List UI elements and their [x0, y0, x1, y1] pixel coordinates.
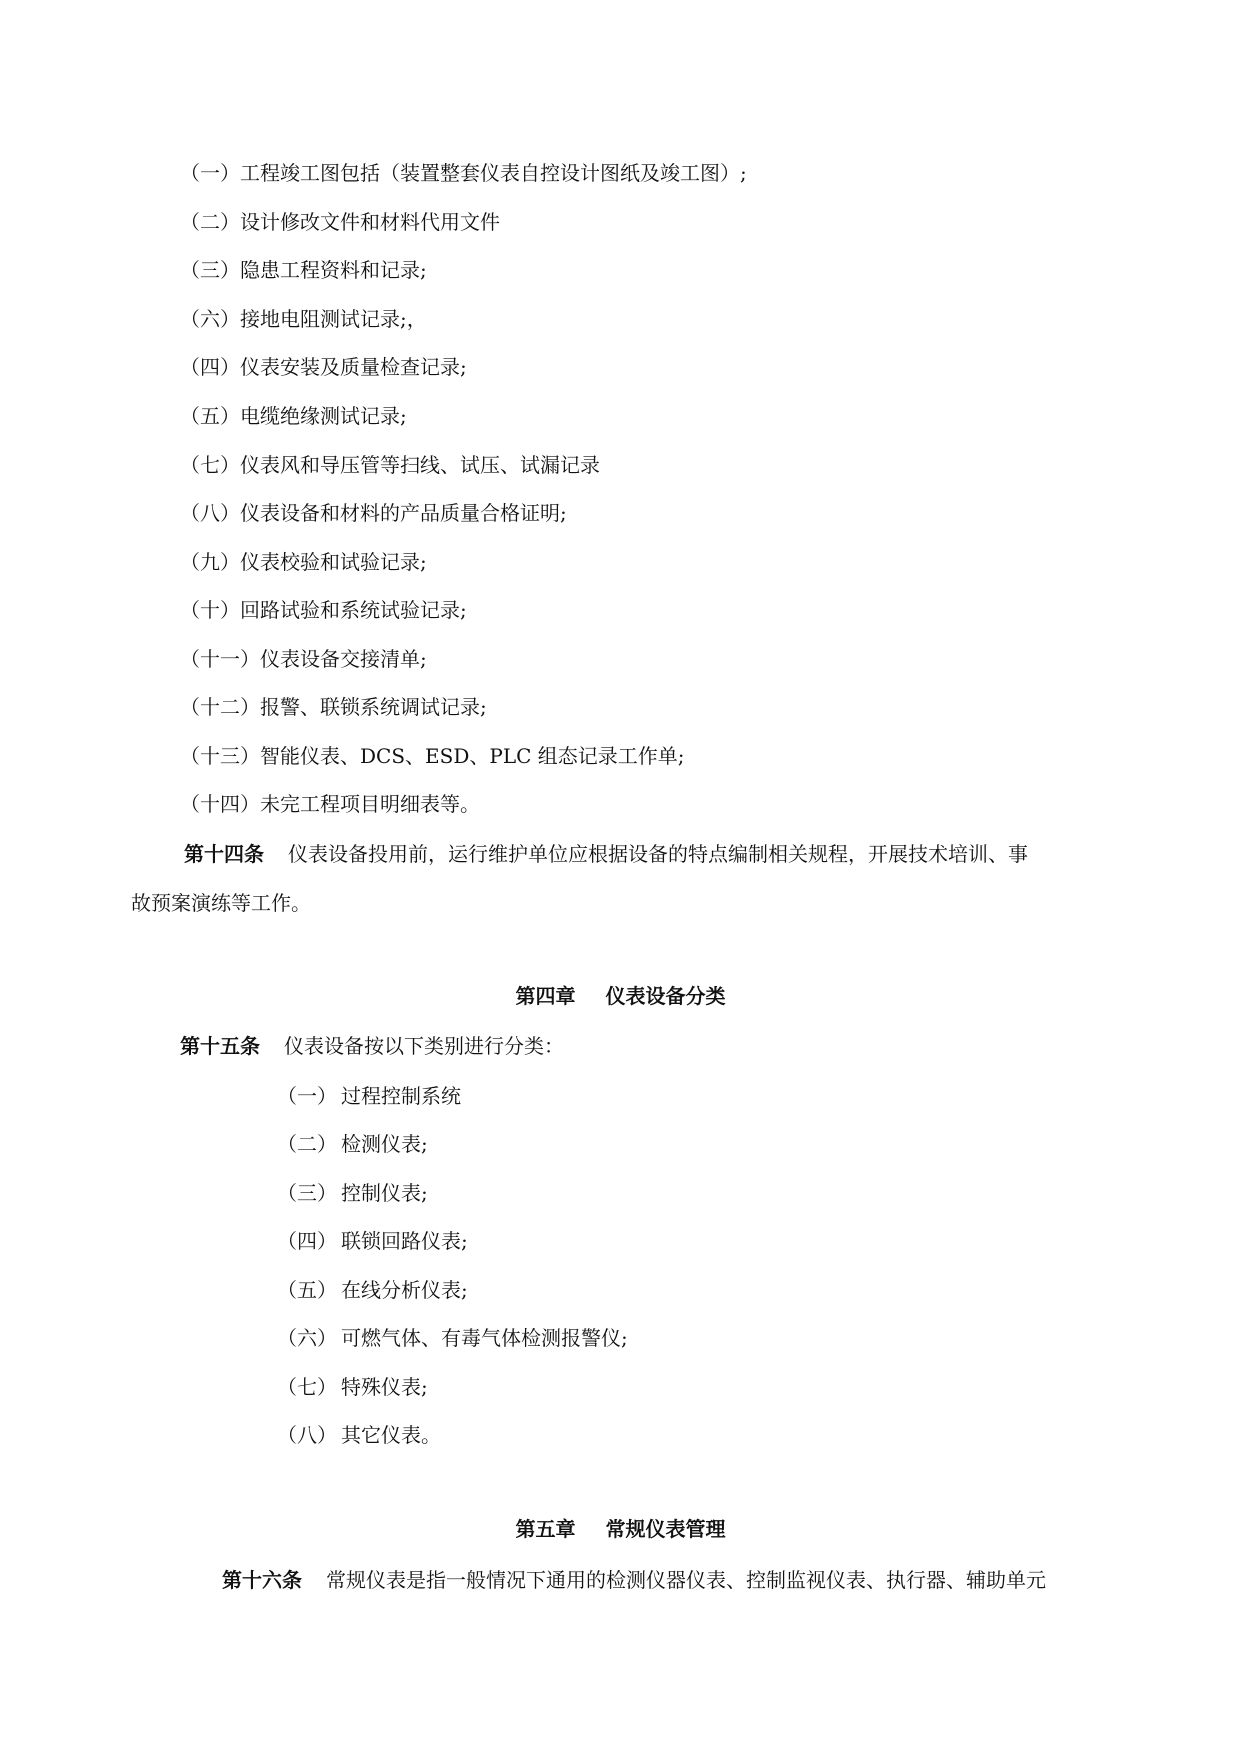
list-item: （一）工程竣工图包括（装置整套仪表自控设计图纸及竣工图）; [180, 161, 747, 185]
list-item: （二） 检测仪表; [277, 1132, 428, 1156]
list-item: （六） 可燃气体、有毒气体检测报警仪; [277, 1326, 628, 1350]
list-item: （八） 其它仪表。 [277, 1423, 441, 1447]
article-15-paragraph [180, 1033, 564, 1059]
list-item: （四） 联锁回路仪表; [277, 1229, 468, 1253]
list-item: （七） 特殊仪表; [277, 1375, 428, 1399]
article-label: 第十四条 [184, 842, 264, 866]
list-item: （五） 在线分析仪表; [277, 1278, 468, 1302]
list-item: （十一）仪表设备交接清单; [180, 647, 427, 671]
list-item: （三）隐患工程资料和记录; [180, 258, 427, 282]
chapter-title: 常规仪表管理 [605, 1517, 726, 1541]
list-item: （一） 过程控制系统 [277, 1084, 461, 1108]
chapter-heading [0, 983, 1241, 1009]
list-item: （七）仪表风和导压管等扫线、试压、试漏记录 [180, 453, 600, 477]
article-text: 仪表设备投用前，运行维护单位应根据设备的特点编制相关规程，开展技术培训、事 [288, 842, 1028, 866]
list-item: （十三）智能仪表、DCS、ESD、PLC 组态记录工作单; [180, 744, 685, 768]
chapter-number: 第四章 [515, 984, 576, 1008]
article-label: 第十五条 [180, 1034, 260, 1058]
list-item: （四）仪表安装及质量检查记录; [180, 355, 467, 379]
list-item: （十二）报警、联锁系统调试记录; [180, 695, 487, 719]
list-item: （八）仪表设备和材料的产品质量合格证明; [180, 501, 567, 525]
list-item: （六）接地电阻测试记录;， [180, 307, 427, 331]
article-14-continuation: 故预案演练等工作。 [131, 891, 311, 915]
chapter-heading [0, 1516, 1241, 1542]
list-item: （二）设计修改文件和材料代用文件 [180, 210, 500, 234]
chapter-title: 仪表设备分类 [605, 984, 726, 1008]
article-text: 常规仪表是指一般情况下通用的检测仪器仪表、控制监视仪表、执行器、辅助单元 [326, 1568, 1046, 1592]
article-14-paragraph [184, 841, 1028, 867]
chapter-number: 第五章 [515, 1517, 576, 1541]
article-16-paragraph [222, 1567, 1046, 1593]
list-item: （九）仪表校验和试验记录; [180, 550, 427, 574]
list-item: （十）回路试验和系统试验记录; [180, 598, 467, 622]
list-item: （五）电缆绝缘测试记录; [180, 404, 407, 428]
list-item: （三） 控制仪表; [277, 1181, 428, 1205]
article-label: 第十六条 [222, 1568, 302, 1592]
article-text: 仪表设备按以下类别进行分类： [284, 1034, 564, 1058]
list-item: （十四）未完工程项目明细表等。 [180, 792, 480, 816]
